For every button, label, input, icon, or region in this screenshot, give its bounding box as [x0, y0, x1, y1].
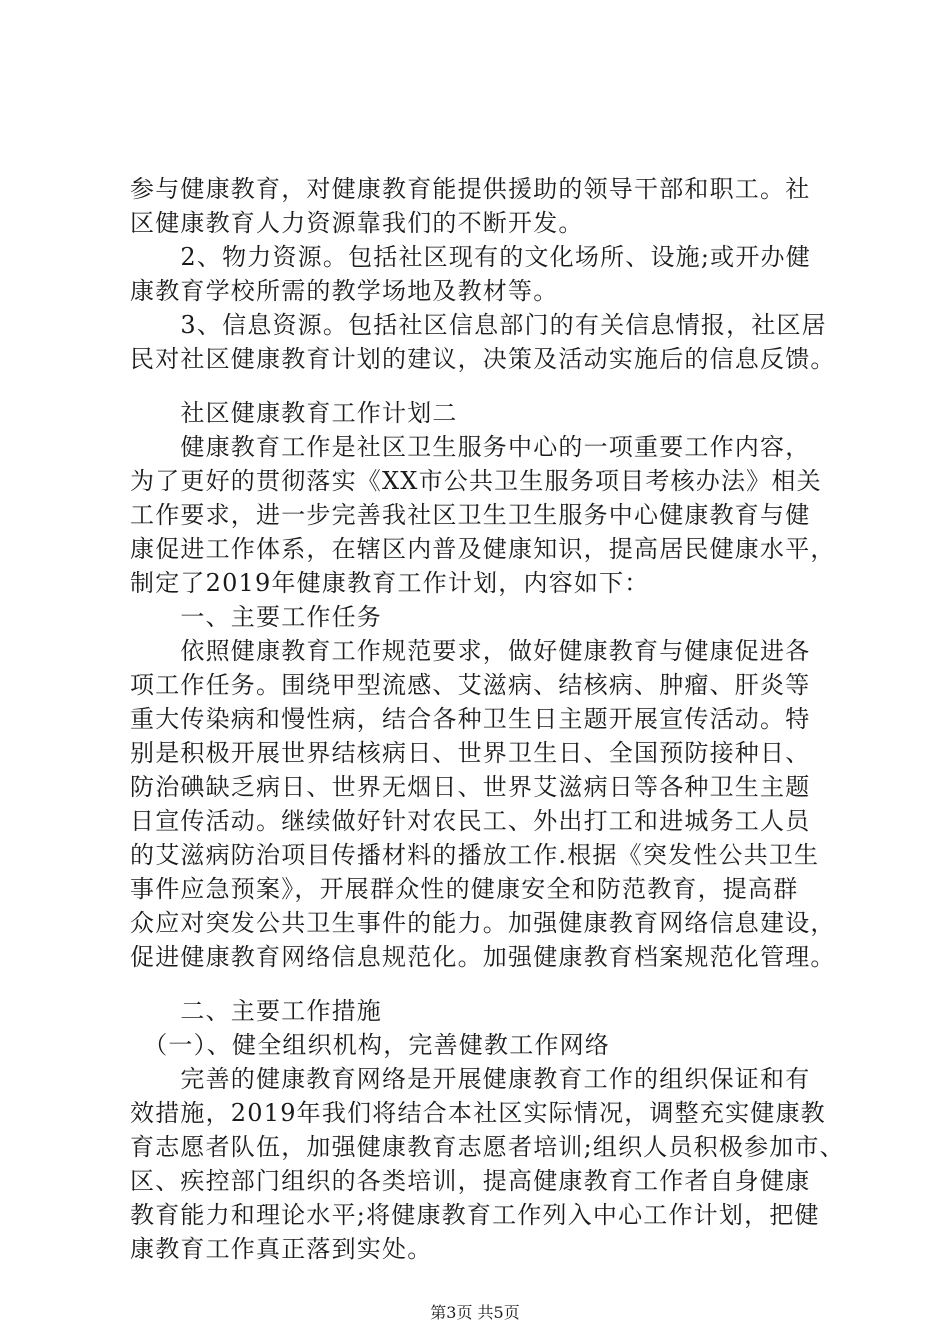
text-line: 促进健康教育网络信息规范化。加强健康教育档案规范化管理。: [130, 943, 836, 971]
text-line: 为了更好的贯彻落实《XX市公共卫生服务项目考核办法》相关: [130, 467, 822, 495]
text-line: 事件应急预案》，开展群众性的健康安全和防范教育，提高群: [130, 875, 799, 903]
text-line: 健康教育工作是社区卫生服务中心的一项重要工作内容，: [130, 433, 811, 461]
section-heading: 社区健康教育工作计划二: [130, 399, 458, 427]
section-heading: 一、主要工作任务: [130, 603, 382, 631]
text-line: 2、物力资源。包括社区现有的文化场所、设施;或开办健: [130, 243, 811, 271]
text-line: 项工作任务。围绕甲型流感、艾滋病、结核病、肿瘤、肝炎等: [130, 671, 811, 699]
text-line: 区、疾控部门组织的各类培训，提高健康教育工作者自身健康: [130, 1167, 811, 1195]
text-line: 工作要求，进一步完善我社区卫生卫生服务中心健康教育与健: [130, 501, 811, 529]
text-line: 的艾滋病防治项目传播材料的播放工作.根据《突发性公共卫生: [130, 841, 820, 869]
text-line: 教育能力和理论水平;将健康教育工作列入中心工作计划，把健: [130, 1201, 820, 1229]
text-line: 完善的健康教育网络是开展健康教育工作的组织保证和有: [130, 1065, 811, 1093]
text-line: 民对社区健康教育计划的建议，决策及活动实施后的信息反馈。: [130, 345, 836, 373]
text-line: 康教育工作真正落到实处。: [130, 1235, 433, 1263]
text-line: 区健康教育人力资源靠我们的不断开发。: [130, 209, 584, 237]
text-line: 育志愿者队伍，加强健康教育志愿者培训;组织人员积极参加市、: [130, 1133, 845, 1161]
text-line: 制定了2019年健康教育工作计划，内容如下：: [130, 569, 650, 597]
text-line: 防治碘缺乏病日、世界无烟日、世界艾滋病日等各种卫生主题: [130, 773, 811, 801]
page-number-footer: 第3页 共5页: [430, 1303, 520, 1322]
text-line: 依照健康教育工作规范要求，做好健康教育与健康促进各: [130, 637, 811, 665]
text-line: 效措施，2019年我们将结合本社区实际情况，调整充实健康教: [130, 1099, 826, 1127]
text-line: 康促进工作体系，在辖区内普及健康知识，提高居民健康水平，: [130, 535, 836, 563]
text-line: 众应对突发公共卫生事件的能力。加强健康教育网络信息建设，: [130, 909, 836, 937]
text-line: 康教育学校所需的教学场地及教材等。: [130, 277, 559, 305]
text-line: 3、信息资源。包括社区信息部门的有关信息情报，社区居: [130, 311, 827, 339]
text-line: 日宣传活动。继续做好针对农民工、外出打工和进城务工人员: [130, 807, 811, 835]
section-heading: 二、主要工作措施: [130, 997, 382, 1025]
text-line: 参与健康教育，对健康教育能提供援助的领导干部和职工。社: [130, 175, 811, 203]
text-line: 别是积极开展世界结核病日、世界卫生日、全国预防接种日、: [130, 739, 811, 767]
subsection-heading: （一）、健全组织机构，完善健教工作网络: [130, 1031, 610, 1059]
text-line: 重大传染病和慢性病，结合各种卫生日主题开展宣传活动。特: [130, 705, 811, 733]
